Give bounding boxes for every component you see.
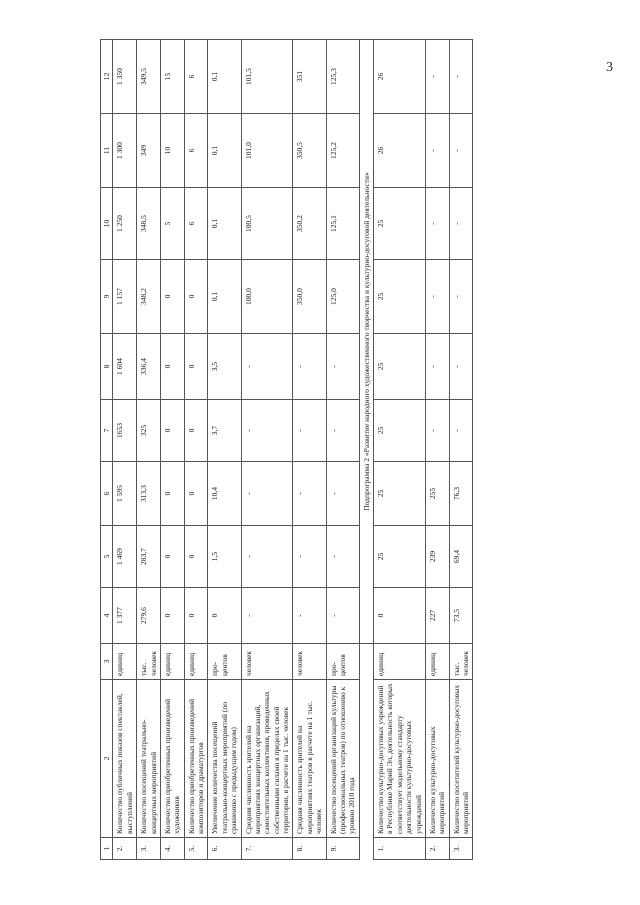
unit: единиц: [113, 644, 137, 680]
unit: тыс. человек: [137, 644, 161, 680]
value-cell: 73,5: [449, 588, 473, 644]
value-cell: 350,2: [293, 188, 326, 260]
unit: про- центов: [326, 644, 359, 680]
value-cell: -: [326, 334, 359, 400]
table-row: [449, 40, 473, 860]
value-cell: 1 604: [113, 334, 137, 400]
value-cell: 255: [425, 462, 449, 526]
value-cell: 5: [160, 188, 184, 260]
indicator-name: Количество культурно-досуговых учреждений в Республике Марий Эл, деятельность которых соответствует модельному стандарту деятельности культурно-досуговых учреждений: [374, 680, 426, 838]
value-cell: 349: [137, 114, 161, 188]
unit: единиц: [160, 644, 184, 680]
row-number: 1.: [374, 838, 426, 860]
value-cell: -: [241, 334, 293, 400]
value-cell: 6: [184, 114, 208, 188]
indicator-name: Количество посетителей культурно-досуговых мероприятий: [449, 680, 473, 838]
row-number: 3.: [449, 838, 473, 860]
col-num: 11: [101, 114, 113, 188]
value-cell: 1 157: [113, 260, 137, 334]
value-cell: 15: [160, 40, 184, 114]
value-cell: -: [425, 334, 449, 400]
value-cell: 3,5: [208, 334, 241, 400]
indicators-table: [100, 39, 473, 860]
col-num: 8: [101, 334, 113, 400]
row-number: 6.: [208, 838, 241, 860]
value-cell: 0,1: [208, 40, 241, 114]
value-cell: 0,1: [208, 114, 241, 188]
value-cell: 1 595: [113, 462, 137, 526]
table-row: [293, 40, 326, 860]
value-cell: 349,5: [137, 40, 161, 114]
value-cell: -: [241, 526, 293, 588]
value-cell: 25: [374, 188, 426, 260]
value-cell: -: [326, 400, 359, 462]
value-cell: 76,3: [449, 462, 473, 526]
indicator-name: Средняя численность зрителей на мероприятиях концертных организаций, самостоятельных коллективов, проведенных собственными силами в пределах своей территории, в расчете на 1 тыс. человек: [241, 680, 293, 838]
value-cell: 0: [184, 260, 208, 334]
table-row: [184, 40, 208, 860]
value-cell: -: [326, 462, 359, 526]
table-body-subprogram-2: [359, 40, 473, 860]
value-cell: 125,1: [326, 188, 359, 260]
indicator-name: Средняя численность зрителей на мероприятиях театров в расчете на 1 тыс. человек: [293, 680, 326, 838]
value-cell: -: [449, 400, 473, 462]
col-num: 2: [101, 680, 113, 838]
indicator-name: Количество приобретенных произведений художников: [160, 680, 184, 838]
value-cell: 325: [137, 400, 161, 462]
value-cell: 350,0: [293, 260, 326, 334]
value-cell: -: [241, 400, 293, 462]
unit: единиц: [374, 644, 426, 680]
value-cell: -: [293, 462, 326, 526]
indicator-name: Количество посещений организаций культуры (профессиональных театров) по отношению к уровню 2010 года: [326, 680, 359, 838]
value-cell: -: [241, 462, 293, 526]
table-row: [160, 40, 184, 860]
value-cell: 10,4: [208, 462, 241, 526]
value-cell: 101,0: [241, 114, 293, 188]
value-cell: 351: [293, 40, 326, 114]
value-cell: -: [425, 400, 449, 462]
value-cell: -: [449, 188, 473, 260]
table-row: [374, 40, 426, 860]
value-cell: 0: [184, 462, 208, 526]
unit: человек: [293, 644, 326, 680]
value-cell: 25: [374, 334, 426, 400]
value-cell: 227: [425, 588, 449, 644]
row-number: 4.: [160, 838, 184, 860]
value-cell: 0: [184, 334, 208, 400]
value-cell: 239: [425, 526, 449, 588]
row-number: 8.: [293, 838, 326, 860]
value-cell: -: [241, 588, 293, 644]
value-cell: -: [449, 334, 473, 400]
unit: единиц: [425, 644, 449, 680]
value-cell: -: [293, 526, 326, 588]
table-row: [425, 40, 449, 860]
value-cell: -: [425, 40, 449, 114]
value-cell: -: [293, 588, 326, 644]
indicator-name: Количество публичных показов спектаклей, выступлений: [113, 680, 137, 838]
value-cell: 279,6: [137, 588, 161, 644]
value-cell: 25: [374, 400, 426, 462]
value-cell: 0: [184, 400, 208, 462]
value-cell: 0: [160, 462, 184, 526]
value-cell: 100,5: [241, 188, 293, 260]
value-cell: -: [449, 260, 473, 334]
value-cell: -: [293, 400, 326, 462]
indicator-name: Количество посещений театрально-концертных мероприятий: [137, 680, 161, 838]
value-cell: 348,5: [137, 188, 161, 260]
indicator-name: Количество приобретенных произведений композиторов и драматургов: [184, 680, 208, 838]
value-cell: -: [449, 40, 473, 114]
column-number-row: [101, 40, 113, 860]
col-num: 12: [101, 40, 113, 114]
unit: про- центов: [208, 644, 241, 680]
table-row: [137, 40, 161, 860]
value-cell: 0: [208, 588, 241, 644]
row-number: 2.: [113, 838, 137, 860]
row-number: 5.: [184, 838, 208, 860]
value-cell: 0: [160, 260, 184, 334]
value-cell: 1 469: [113, 526, 137, 588]
value-cell: 348,2: [137, 260, 161, 334]
unit: человек: [241, 644, 293, 680]
value-cell: -: [326, 526, 359, 588]
table-row: [241, 40, 293, 860]
col-num: 9: [101, 260, 113, 334]
value-cell: 69,4: [449, 526, 473, 588]
value-cell: 0: [184, 588, 208, 644]
col-num: 6: [101, 462, 113, 526]
value-cell: 6: [184, 40, 208, 114]
value-cell: -: [425, 260, 449, 334]
value-cell: -: [425, 188, 449, 260]
value-cell: 1 377: [113, 588, 137, 644]
table-body: [101, 40, 360, 860]
value-cell: 336,4: [137, 334, 161, 400]
value-cell: 0: [374, 588, 426, 644]
col-num: 1: [101, 838, 113, 860]
value-cell: 0: [184, 526, 208, 588]
value-cell: 25: [374, 260, 426, 334]
value-cell: 0,1: [208, 188, 241, 260]
value-cell: 26: [374, 40, 426, 114]
value-cell: 101,5: [241, 40, 293, 114]
value-cell: -: [326, 588, 359, 644]
col-num: 3: [101, 644, 113, 680]
col-num: 5: [101, 526, 113, 588]
col-num: 4: [101, 588, 113, 644]
row-number: 2.: [425, 838, 449, 860]
value-cell: 0: [160, 588, 184, 644]
value-cell: 0,1: [208, 260, 241, 334]
value-cell: 1 250: [113, 188, 137, 260]
value-cell: 3,7: [208, 400, 241, 462]
value-cell: 25: [374, 526, 426, 588]
value-cell: 100,0: [241, 260, 293, 334]
col-num: 7: [101, 400, 113, 462]
value-cell: 10: [160, 114, 184, 188]
value-cell: 26: [374, 114, 426, 188]
value-cell: 0: [160, 526, 184, 588]
subprogram-row: [359, 40, 373, 860]
value-cell: 1653: [113, 400, 137, 462]
unit: тыс. человек: [449, 644, 473, 680]
value-cell: 1 300: [113, 114, 137, 188]
indicator-name: Количество культурно-досуговых мероприятий: [425, 680, 449, 838]
value-cell: 125,2: [326, 114, 359, 188]
table-row: [208, 40, 241, 860]
indicator-name: Увеличение количества посещений театрально-концертных мероприятий (по сравнению с предыдущим годом): [208, 680, 241, 838]
page-number: 3: [606, 60, 613, 75]
value-cell: 0: [160, 334, 184, 400]
row-number: 9.: [326, 838, 359, 860]
row-number: 3.: [137, 838, 161, 860]
value-cell: -: [425, 114, 449, 188]
col-num: 10: [101, 188, 113, 260]
table-row: [326, 40, 359, 860]
value-cell: 125,0: [326, 260, 359, 334]
value-cell: -: [449, 114, 473, 188]
value-cell: 25: [374, 462, 426, 526]
value-cell: 1 350: [113, 40, 137, 114]
value-cell: 125,3: [326, 40, 359, 114]
value-cell: 0: [160, 400, 184, 462]
table-row: [113, 40, 137, 860]
value-cell: 1,5: [208, 526, 241, 588]
unit: единиц: [184, 644, 208, 680]
value-cell: 313,3: [137, 462, 161, 526]
value-cell: 283,7: [137, 526, 161, 588]
value-cell: -: [293, 334, 326, 400]
value-cell: 6: [184, 188, 208, 260]
row-number: 7.: [241, 838, 293, 860]
rotated-table-container: [100, 40, 640, 860]
value-cell: 350,5: [293, 114, 326, 188]
subprogram-title: Подпрограмма 2 «Развитие народного художественного творчества и культурно-досуговой деятельности»: [359, 40, 373, 644]
